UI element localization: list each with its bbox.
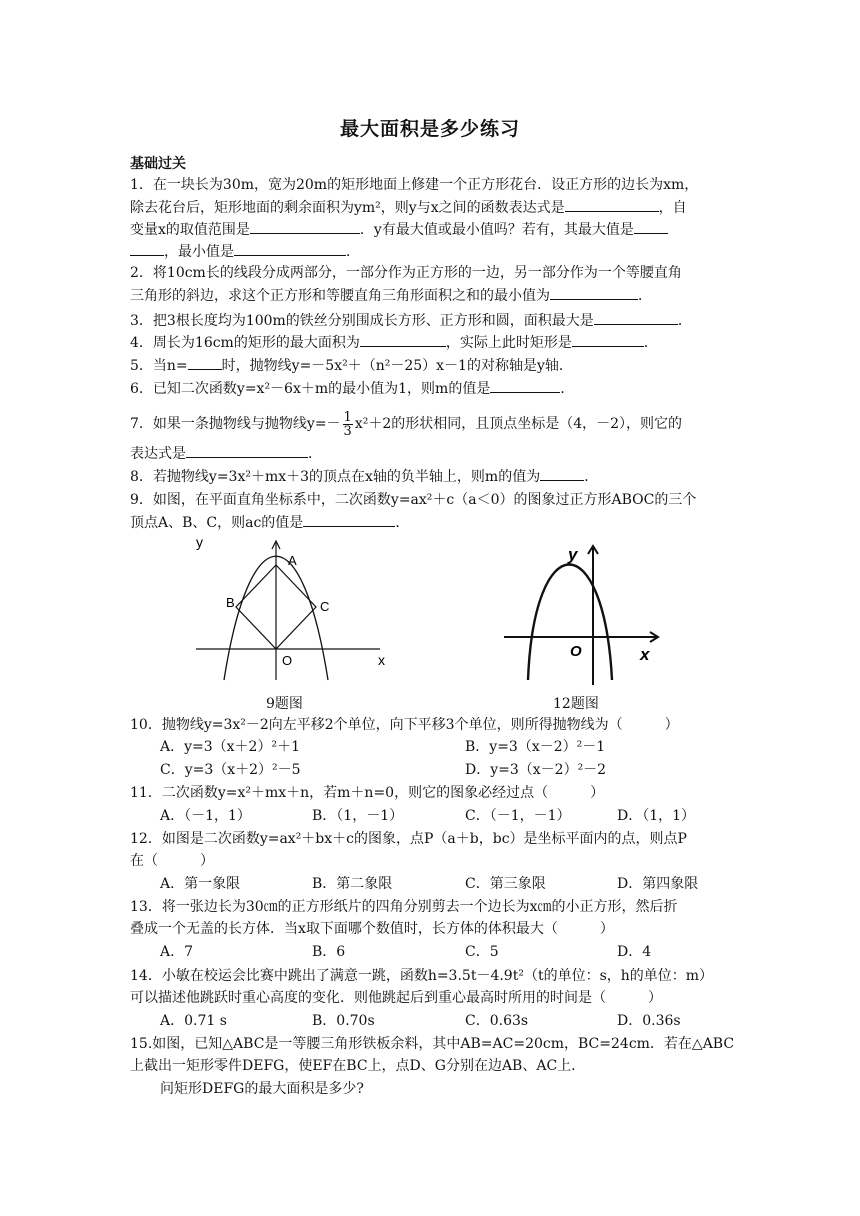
answer-blank[interactable]	[565, 197, 659, 212]
q15-line1: 15.如图，已知△ABC是一等腰三角形铁板余料，其中AB=AC=20cm，BC=24cm．若在△ABC	[130, 1036, 735, 1052]
q11-option-b[interactable]: B．（1，－1）	[312, 808, 404, 824]
q9-line2: 顶点A、B、C，则ac的值是 ．	[130, 512, 409, 533]
q14-option-a[interactable]: A．0.71 s	[160, 1013, 227, 1029]
point-B-label: B	[226, 595, 235, 610]
answer-blank[interactable]	[594, 310, 678, 325]
q2-line2: 三角形的斜边，求这个正方形和等腰直角三角形面积之和的最小值为 ．	[130, 285, 652, 306]
q1-line4: ，最小值是 ．	[130, 241, 360, 262]
point-C-label: C	[320, 599, 330, 614]
figure-12-parabola	[500, 540, 670, 690]
q14-line1: 14．小敏在校运会比赛中跳出了满意一跳，函数h=3.5t－4.9t²（t的单位：s，h的单位：m）	[130, 968, 714, 984]
answer-blank[interactable]	[186, 443, 308, 458]
q6-line: 6．已知二次函数y=x²－6x＋m的最小值为1，则m的值是 ．	[130, 378, 574, 399]
origin-label: O	[282, 653, 293, 668]
q13-line1: 13．将一张边长为30㎝的正方形纸片的四角分别剪去一个边长为x㎝的小正方形，然后折	[130, 899, 678, 915]
origin-label: O	[570, 643, 582, 660]
q1-line1: 1．在一块长为30m，宽为20m的矩形地面上修建一个正方形花台．设正方形的边长为xm，	[130, 177, 699, 193]
point-A-label: A	[288, 553, 297, 568]
q10-option-c[interactable]: C．y=3（x＋2）²－5	[160, 762, 301, 778]
q14-option-d[interactable]: D．0.36s	[617, 1013, 681, 1029]
q12-option-c[interactable]: C．第三象限	[465, 876, 546, 892]
answer-blank[interactable]	[250, 219, 360, 234]
answer-blank[interactable]	[360, 332, 446, 347]
q2-line1: 2．将10cm长的线段分成两部分，一部分作为正方形的一边，另一部分作为一个等腰直角	[130, 265, 682, 281]
q13-line2: 叠成一个无盖的长方体．当x取下面哪个数值时，长方体的体积最大（ ）	[130, 921, 614, 937]
q15-line2: 上截出一矩形零件DEFG，使EF在BC上，点D、G分别在边AB、AC上．	[130, 1058, 586, 1074]
q12-option-b[interactable]: B．第二象限	[312, 876, 393, 892]
q12-line2: 在（ ）	[130, 853, 214, 869]
answer-blank[interactable]	[634, 219, 668, 234]
q10-option-a[interactable]: A．y=3（x＋2）²＋1	[160, 739, 300, 755]
q5-line: 5．当n= 时，抛物线y=－5x²＋（n²－25）x－1的对称轴是y轴．	[130, 355, 573, 376]
q15-line3: 问矩形DEFG的最大面积是多少?	[160, 1081, 364, 1097]
q10-option-d[interactable]: D．y=3（x－2）²－2	[465, 762, 607, 778]
parabola-curve	[528, 565, 612, 681]
q13-option-d[interactable]: D．4	[617, 944, 652, 960]
q9-line1: 9．如图，在平面直角坐标系中，二次函数y=ax²＋c（a＜0）的图象过正方形ABOC的三个	[130, 492, 697, 508]
q10-option-b[interactable]: B．y=3（x－2）²－1	[465, 739, 606, 755]
answer-blank[interactable]	[234, 241, 346, 256]
answer-blank[interactable]	[572, 332, 644, 347]
q7-line2: 表达式是 ．	[130, 443, 322, 464]
answer-blank[interactable]	[130, 241, 164, 256]
section-heading: 基础过关	[130, 156, 186, 172]
figure-12-caption: 12题图	[553, 696, 599, 712]
fraction-one-third: $\frac{1}{3}$	[343, 409, 352, 439]
q1-line3: 变量x的取值范围是 ．y有最大值或最小值吗？若有，其最大值是	[130, 219, 668, 240]
answer-blank[interactable]	[188, 355, 222, 370]
q11-stem: 11．二次函数y=x²＋mx＋n，若m＋n=0，则它的图象必经过点（ ）	[130, 785, 605, 801]
q13-option-b[interactable]: B．6	[312, 944, 346, 960]
q14-option-c[interactable]: C．0.63s	[465, 1013, 529, 1029]
q13-option-c[interactable]: C．5	[465, 944, 499, 960]
answer-blank[interactable]	[303, 512, 395, 527]
q7-line1: 7．如果一条抛物线与抛物线y=－ $\frac{1}{3}$ x²＋2的形状相同，且顶点坐标是（4，－2），则它的	[130, 409, 683, 439]
q3-line: 3．把3根长度均为100m的铁丝分别围成长方形、正方形和圆，面积最大是 ．	[130, 310, 692, 331]
answer-blank[interactable]	[490, 378, 560, 393]
q1-line2: 除去花台后，矩形地面的剩余面积为ym²，则y与x之间的函数表达式是 ，自	[130, 197, 687, 218]
figure-9-caption: 9题图	[266, 696, 303, 712]
q4-line: 4．周长为16cm的矩形的最大面积为 ，实际上此时矩形是 ．	[130, 332, 658, 353]
figure-9-parabola-square	[190, 535, 400, 685]
q14-line2: 可以描述他跳跃时重心高度的变化．则他跳起后到重心最高时所用的时间是（ ）	[130, 990, 662, 1006]
q11-option-a[interactable]: A．（－1，1）	[160, 808, 251, 824]
q14-option-b[interactable]: B．0.70s	[312, 1013, 375, 1029]
page-title: 最大面积是多少练习	[339, 118, 520, 140]
q12-option-d[interactable]: D．第四象限	[617, 876, 699, 892]
q8-line: 8．若抛物线y=3x²＋mx＋3的顶点在x轴的负半轴上，则m的值为 ．	[130, 466, 598, 487]
x-axis-label: x	[378, 652, 385, 668]
q12-line1: 12．如图是二次函数y=ax²＋bx＋c的图象，点P（a＋b，bc）是坐标平面内的点，则点P	[130, 831, 687, 847]
q13-option-a[interactable]: A．7	[160, 944, 194, 960]
answer-blank[interactable]	[550, 285, 638, 300]
answer-blank[interactable]	[540, 466, 584, 481]
q10-stem: 10．抛物线y=3x²－2向左平移2个单位，向下平移3个单位，则所得抛物线为（ ）	[130, 717, 679, 733]
y-axis-label: y	[568, 545, 578, 564]
x-axis-label: x	[640, 645, 650, 664]
q11-option-d[interactable]: D．（1，1）	[617, 808, 696, 824]
y-axis-label: y	[196, 535, 203, 550]
q11-option-c[interactable]: C．（－1，－1）	[465, 808, 571, 824]
q12-option-a[interactable]: A．第一象限	[160, 876, 241, 892]
